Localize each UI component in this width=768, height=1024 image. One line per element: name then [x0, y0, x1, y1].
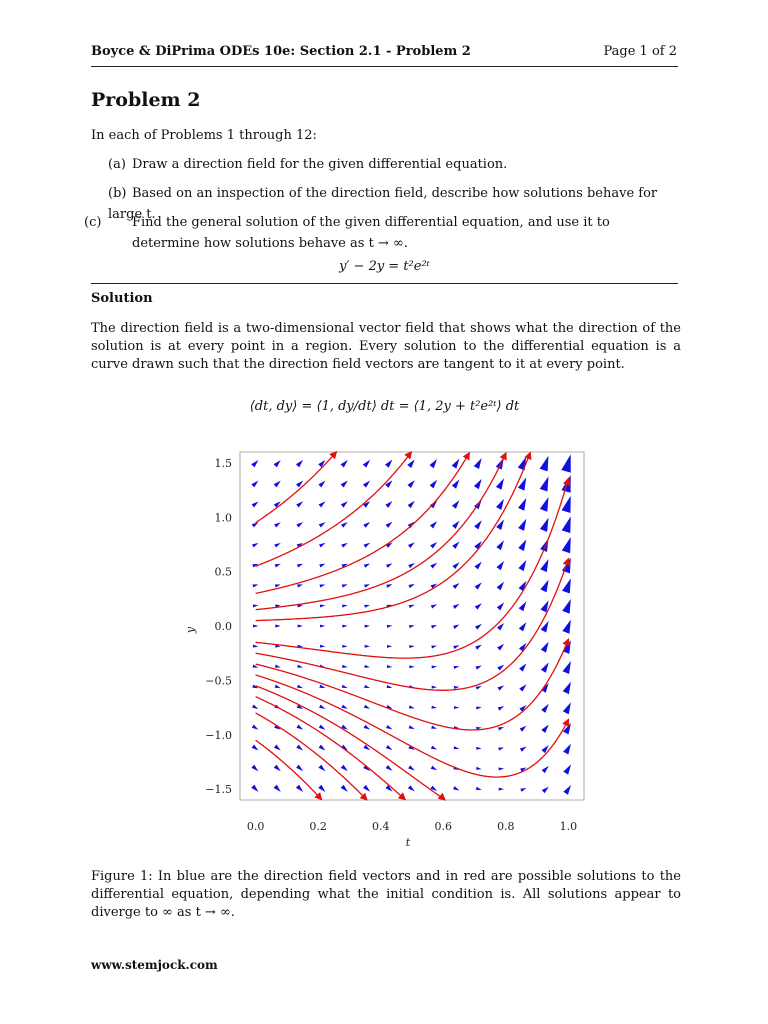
field-vector: [297, 685, 303, 689]
field-vector: [430, 521, 437, 528]
x-axis-label: t: [405, 836, 411, 849]
field-vector: [452, 562, 459, 569]
field-vector: [475, 603, 482, 610]
field-vector: [296, 725, 303, 730]
field-vector: [253, 625, 258, 628]
field-vector: [318, 785, 325, 792]
header-rule: [91, 66, 678, 67]
solution-curve: [256, 452, 412, 566]
field-vector: [452, 500, 460, 509]
field-vector: [364, 705, 370, 709]
field-vector: [363, 785, 370, 792]
field-vector: [409, 665, 414, 668]
field-vector: [476, 707, 482, 710]
field-vector: [297, 564, 303, 568]
field-vector: [562, 578, 571, 593]
field-vector: [298, 625, 303, 628]
field-vector: [319, 725, 326, 730]
field-vector: [497, 665, 504, 671]
field-vector: [475, 645, 482, 650]
field-vector: [409, 625, 415, 628]
solution-curve: [256, 453, 530, 621]
field-vector: [562, 599, 571, 614]
x-tick-label: 0.0: [246, 820, 265, 833]
field-vector: [498, 685, 505, 690]
field-vector: [453, 604, 460, 609]
field-vector: [518, 519, 526, 531]
field-vector: [253, 584, 259, 587]
field-vector: [409, 705, 415, 708]
solution-curve: [256, 559, 569, 690]
field-vector: [541, 704, 549, 713]
field-vector: [452, 479, 460, 488]
field-vector: [496, 499, 504, 510]
field-vector: [275, 625, 280, 628]
field-vector: [432, 686, 437, 689]
field-vector: [454, 666, 460, 669]
x-tick-label: 0.2: [309, 820, 327, 833]
field-vector: [297, 584, 303, 587]
field-vector: [274, 460, 281, 467]
section-rule: [91, 283, 678, 284]
field-vector: [408, 785, 415, 791]
field-vector: [274, 745, 281, 751]
x-tick-label: 1.0: [559, 820, 578, 833]
field-vector: [409, 645, 414, 648]
field-vector: [562, 516, 571, 533]
field-vector: [320, 605, 326, 608]
field-vector: [318, 460, 325, 468]
field-vector: [408, 563, 415, 568]
field-vector: [562, 537, 571, 553]
field-vector: [496, 478, 504, 490]
field-vector: [318, 765, 325, 772]
item-c: [84, 212, 680, 254]
field-vector: [341, 481, 348, 488]
field-vector: [409, 725, 415, 729]
field-vector: [474, 520, 482, 529]
x-tick-label: 0.6: [434, 820, 453, 833]
field-vector: [541, 662, 549, 672]
field-vector: [540, 518, 549, 532]
solution-heading: Solution: [91, 291, 153, 306]
field-vector: [561, 475, 570, 493]
field-vector: [252, 705, 258, 710]
field-vector: [499, 788, 504, 791]
field-vector: [319, 745, 326, 751]
field-vector: [275, 584, 281, 587]
field-vector: [429, 459, 437, 468]
field-vector: [499, 768, 505, 771]
field-vector: [475, 582, 482, 589]
field-vector: [364, 584, 370, 587]
x-tick-labels: [247, 820, 577, 833]
field-vector: [496, 540, 504, 550]
field-vector: [430, 563, 437, 569]
field-vector: [363, 522, 370, 528]
field-vector: [365, 625, 370, 628]
field-vector: [563, 785, 571, 795]
field-vector: [474, 479, 482, 489]
field-vector: [319, 501, 326, 507]
field-vector: [519, 684, 526, 691]
field-vector: [387, 665, 392, 668]
field-vector: [251, 765, 258, 772]
field-vector: [476, 747, 481, 750]
field-vector: [453, 786, 459, 791]
main-equation: y′ − 2y = t²e²ᵗ: [339, 259, 430, 274]
field-vector: [274, 543, 280, 548]
field-vector: [563, 682, 571, 695]
field-vector: [519, 601, 527, 611]
item-b-label: (b): [108, 186, 127, 201]
field-vector: [518, 498, 526, 511]
field-vector: [275, 685, 281, 689]
field-vector: [497, 602, 504, 610]
field-vector: [409, 605, 415, 609]
field-vector: [562, 620, 571, 634]
field-vector: [341, 543, 348, 548]
field-vector: [274, 481, 281, 488]
field-vector: [431, 766, 438, 771]
field-vector: [454, 746, 460, 749]
field-vector: [252, 543, 258, 548]
field-vector: [341, 765, 348, 771]
field-vector: [563, 744, 571, 755]
field-vector: [318, 481, 325, 488]
field-vector: [476, 686, 482, 689]
field-vector: [518, 539, 526, 551]
field-vector: [342, 605, 348, 608]
field-vector: [519, 664, 526, 672]
field-vector: [474, 458, 482, 469]
item-a: [108, 154, 678, 175]
field-vector: [541, 642, 549, 653]
field-vector: [475, 624, 482, 630]
field-vector: [364, 725, 371, 730]
field-vector: [296, 785, 303, 792]
field-vector: [542, 766, 549, 773]
field-vector: [540, 559, 548, 572]
field-vector: [431, 604, 437, 608]
field-vector: [275, 665, 281, 668]
field-vector: [251, 785, 258, 792]
field-vector: [498, 748, 504, 751]
field-vector: [541, 724, 548, 733]
field-vector: [274, 765, 281, 772]
field-vector: [476, 767, 482, 770]
field-vector: [364, 543, 371, 548]
field-vector: [341, 501, 348, 507]
field-vector: [430, 480, 437, 489]
direction-field-vectors: [251, 454, 571, 794]
field-vector: [386, 522, 393, 528]
field-vector: [275, 564, 281, 568]
field-vector: [386, 745, 393, 750]
field-vector: [561, 454, 570, 472]
item-a-label: (a): [108, 157, 126, 172]
vector-equation: ⟨dt, dy⟩ = ⟨1, dy/dt⟩ dt = ⟨1, 2y + t²e²ᵗ⟩ dt: [249, 399, 520, 414]
field-vector: [341, 705, 347, 709]
field-vector: [386, 765, 393, 771]
field-vector: [431, 746, 437, 750]
field-vector: [454, 686, 460, 689]
field-vector: [386, 563, 392, 568]
field-vector: [274, 785, 281, 792]
field-vector: [453, 645, 459, 649]
field-vector: [252, 501, 259, 507]
y-tick-label: 0.0: [214, 620, 232, 633]
y-tick-label: −1.0: [205, 728, 232, 742]
item-b-text: Based on an inspection of the direction field, describe how solutions behave for large t.: [108, 186, 658, 222]
field-vector: [475, 665, 481, 669]
field-vector: [341, 785, 348, 792]
field-vector: [498, 706, 504, 710]
field-vector: [342, 645, 347, 648]
field-vector: [518, 457, 526, 471]
field-vector: [432, 666, 437, 669]
field-vector: [386, 584, 392, 588]
field-vector: [320, 645, 325, 648]
field-vector: [385, 501, 392, 508]
item-c-text: Find the general solution of the given differential equation, and use it to determine how solutions behave as t → ∞.: [132, 215, 610, 251]
field-vector: [540, 476, 549, 491]
field-vector: [540, 456, 549, 472]
field-vector: [252, 522, 259, 527]
problem-title: Problem 2: [91, 89, 201, 111]
y-tick-labels: [205, 457, 232, 796]
field-vector: [320, 625, 325, 628]
field-vector: [319, 564, 325, 568]
field-vector: [365, 645, 370, 648]
field-vector: [296, 501, 303, 507]
y-axis-label: y: [184, 626, 197, 634]
solution-curve: [256, 453, 506, 609]
field-vector: [431, 706, 437, 709]
field-vector: [476, 787, 482, 790]
field-vector: [540, 580, 548, 593]
solution-paragraph: The direction field is a two-dimensional vector field that shows what the direction of the solution is at every point in a region. Every solution to the differential equation is a curve drawn such that the direction field vectors are tangent to it at every point.: [91, 321, 681, 372]
field-vector: [452, 521, 459, 529]
y-tick-label: −0.5: [205, 674, 232, 688]
field-vector: [387, 685, 393, 688]
field-vector: [408, 501, 415, 508]
footer-url: www.stemjock.com: [91, 958, 218, 972]
field-vector: [363, 460, 370, 468]
field-vector: [363, 501, 370, 508]
field-vector: [408, 542, 415, 548]
item-a-text: Draw a direction field for the given differential equation.: [132, 157, 508, 172]
solution-curve: [256, 453, 470, 593]
field-vector: [363, 480, 370, 487]
field-vector: [296, 745, 303, 751]
field-vector: [340, 460, 347, 468]
x-tick-label: 0.4: [371, 820, 390, 833]
field-vector: [431, 645, 437, 648]
field-vector: [540, 497, 549, 512]
field-vector: [341, 522, 348, 528]
field-vector: [496, 561, 504, 570]
field-vector: [342, 625, 347, 628]
field-vector: [453, 583, 460, 589]
field-vector: [274, 522, 281, 527]
field-vector: [452, 542, 459, 549]
field-vector: [364, 685, 370, 688]
field-vector: [296, 460, 303, 467]
field-vector: [474, 562, 481, 570]
field-vector: [319, 584, 325, 587]
field-vector: [252, 745, 259, 751]
field-vector: [253, 604, 259, 607]
field-vector: [518, 560, 526, 571]
field-vector: [319, 705, 325, 709]
field-vector: [454, 706, 459, 709]
solution-curve: [256, 452, 337, 523]
field-vector: [251, 481, 258, 488]
field-vector: [364, 605, 370, 608]
y-tick-label: −1.5: [205, 783, 232, 797]
field-vector: [542, 787, 549, 794]
field-vector: [563, 661, 571, 674]
y-tick-label: 1.5: [214, 456, 232, 470]
field-vector: [520, 788, 526, 792]
field-vector: [296, 765, 303, 772]
field-vector: [364, 563, 370, 567]
field-vector: [519, 581, 527, 591]
field-vector: [342, 665, 348, 668]
field-vector: [453, 625, 459, 629]
field-vector: [519, 622, 527, 631]
solution-curve: [256, 740, 322, 799]
field-vector: [497, 582, 505, 591]
field-vector: [386, 725, 392, 729]
y-tick-label: 0.5: [214, 565, 232, 579]
field-vector: [497, 644, 504, 651]
item-c-label: (c): [84, 215, 102, 230]
field-vector: [408, 584, 414, 588]
figure-caption: Figure 1: In blue are the direction field vectors and in red are possible solutions to the differential equation, depending what the initial condition is. All solutions appear to diverge to ∞ as t → ∞.: [91, 869, 681, 920]
field-vector: [364, 665, 370, 668]
field-vector: [342, 584, 348, 587]
field-vector: [520, 726, 527, 732]
field-vector: [430, 542, 437, 549]
field-vector: [297, 665, 303, 668]
x-tick-label: 0.8: [497, 820, 515, 833]
field-vector: [342, 685, 348, 688]
field-vector: [431, 625, 437, 629]
field-vector: [431, 726, 437, 729]
field-vector: [563, 702, 571, 714]
field-vector: [407, 480, 414, 488]
field-vector: [296, 522, 303, 527]
field-vector: [387, 625, 393, 628]
field-vector: [385, 460, 392, 468]
field-vector: [452, 459, 460, 469]
field-vector: [319, 543, 325, 548]
field-vector: [251, 460, 258, 467]
page-number: Page 1 of 2: [603, 44, 677, 59]
direction-field-chart: [180, 446, 600, 856]
field-vector: [387, 645, 392, 648]
field-vector: [520, 747, 527, 752]
field-vector: [498, 727, 504, 731]
y-tick-label: 1.0: [214, 511, 232, 525]
field-vector: [407, 459, 414, 468]
field-vector: [253, 645, 259, 648]
field-vector: [563, 764, 571, 774]
intro-text: In each of Problems 1 through 12:: [91, 128, 317, 143]
field-vector: [408, 765, 415, 770]
header-title: Boyce & DiPrima ODEs 10e: Section 2.1 - Problem 2: [91, 44, 471, 59]
field-vector: [252, 725, 259, 730]
field-vector: [319, 522, 326, 527]
